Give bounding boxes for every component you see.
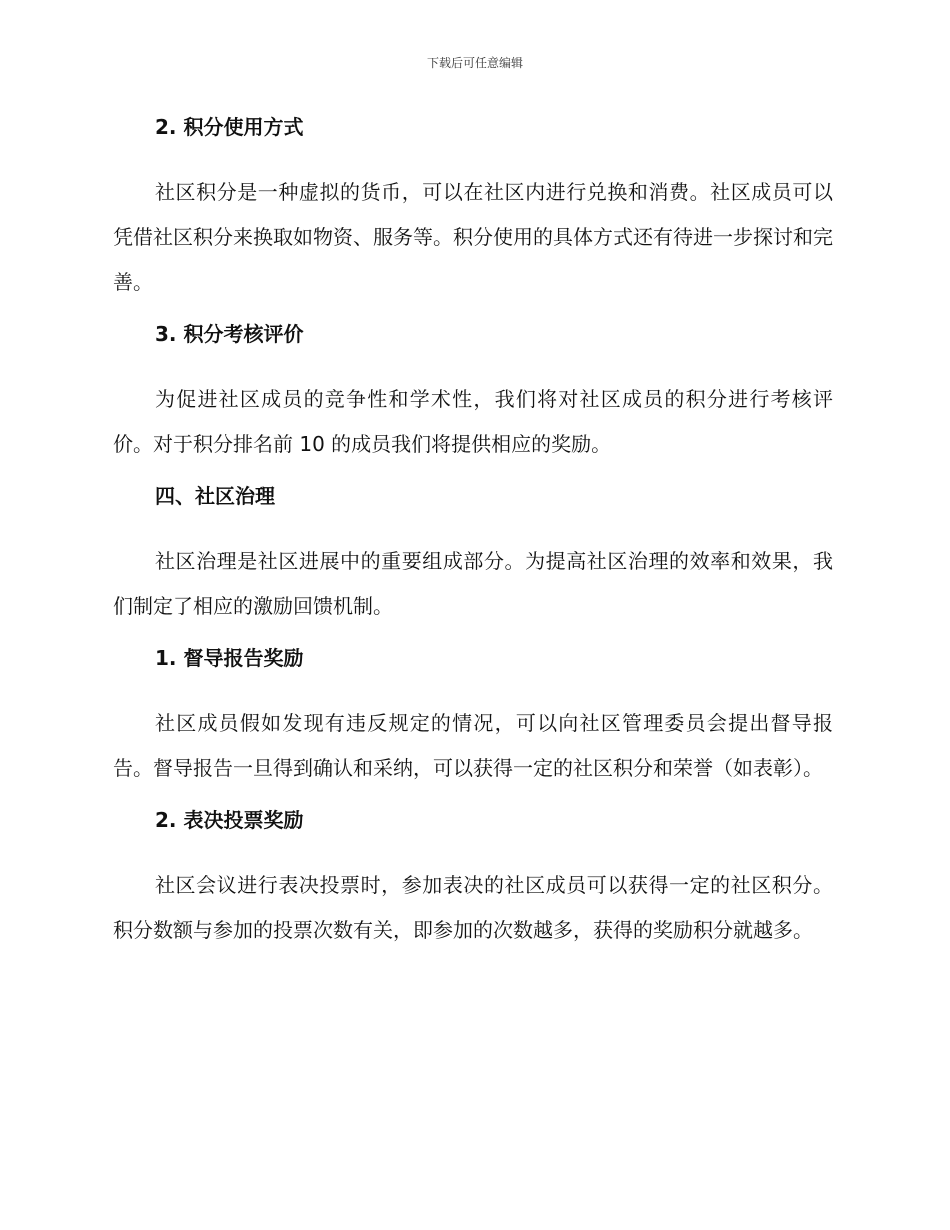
section-paragraph-voting-reward: 社区会议进行表决投票时，参加表决的社区成员可以获得一定的社区积分。积分数额与参加的投票次数有关，即参加的次数越多，获得的奖励积分就越多。 <box>113 873 833 942</box>
section-paragraph-community-governance: 社区治理是社区进展中的重要组成部分。为提高社区治理的效率和效果，我们制定了相应的激励回馈机制。 <box>113 549 833 618</box>
section-heading-voting-reward: 2. 表决投票奖励 <box>155 808 304 832</box>
section-heading-community-governance: 四、社区治理 <box>155 484 275 508</box>
section-heading-supervision-reward: 1. 督导报告奖励 <box>155 646 304 670</box>
section-paragraph-points-evaluation: 为促进社区成员的竞争性和学术性，我们将对社区成员的积分进行考核评价。对于积分排名前 10 的成员我们将提供相应的奖励。 <box>113 387 833 456</box>
section-heading-points-usage: 2. 积分使用方式 <box>155 115 304 139</box>
page-header: 下载后可任意编辑 <box>426 56 523 70</box>
document-body <box>113 110 833 965</box>
section-heading-points-evaluation: 3. 积分考核评价 <box>155 322 304 346</box>
section-paragraph-points-usage: 社区积分是一种虚拟的货币，可以在社区内进行兑换和消费。社区成员可以凭借社区积分来换取如物资、服务等。积分使用的具体方式还有待进一步探讨和完善。 <box>113 180 833 294</box>
section-paragraph-supervision-reward: 社区成员假如发现有违反规定的情况，可以向社区管理委员会提出督导报告。督导报告一旦得到确认和采纳，可以获得一定的社区积分和荣誉（如表彰）。 <box>113 711 833 780</box>
